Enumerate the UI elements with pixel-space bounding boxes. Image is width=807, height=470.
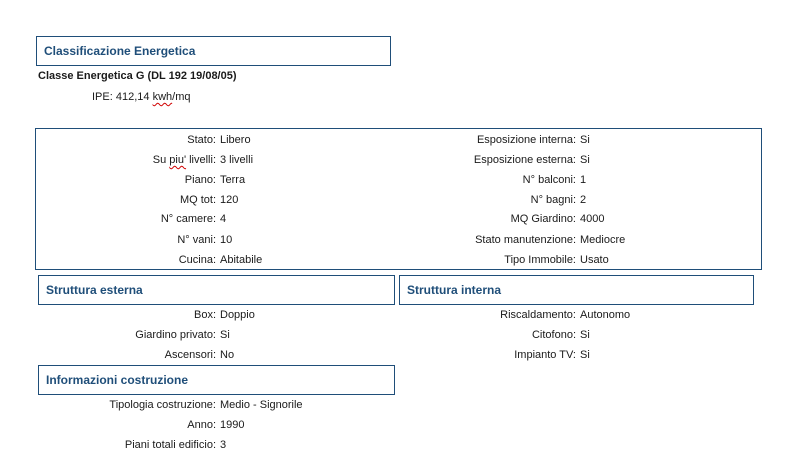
detail-value: Autonomo: [580, 309, 631, 321]
detail-label: N° camere:: [160, 213, 216, 225]
detail-row-tipo-immobile: [400, 254, 609, 268]
detail-value: Medio - Signorile: [220, 399, 303, 411]
ipe-label: IPE:: [92, 91, 113, 103]
internal-structure-title: Struttura interna: [407, 283, 502, 297]
detail-label: N° vani:: [177, 234, 216, 246]
detail-value: Terra: [220, 174, 246, 186]
construction-info-title: Informazioni costruzione: [46, 373, 189, 387]
ipe-line: [92, 91, 190, 103]
detail-value: Doppio: [220, 309, 255, 321]
external-structure-header: [38, 275, 395, 305]
detail-row-camere: [40, 213, 227, 227]
detail-label: Box:: [193, 309, 216, 321]
detail-row-esposizione-esterna: [400, 154, 590, 168]
detail-value: 1990: [220, 419, 245, 431]
ipe-value: 412,14: [115, 91, 150, 103]
detail-label: Piano:: [184, 174, 216, 186]
detail-value: Abitabile: [220, 254, 263, 266]
internal-structure-header: [399, 275, 754, 305]
detail-value: 3 livelli: [220, 154, 254, 166]
detail-label: Citofono:: [531, 329, 576, 341]
detail-label: Cucina:: [178, 254, 216, 266]
detail-value: Mediocre: [580, 234, 626, 246]
detail-label: N° bagni:: [530, 194, 576, 206]
detail-label: N° balconi:: [522, 174, 576, 186]
construction-info-header: [38, 365, 395, 395]
external-structure-title: Struttura esterna: [46, 283, 143, 297]
detail-row-cucina: [40, 254, 263, 268]
detail-label: Esposizione esterna:: [473, 154, 576, 166]
detail-row-stato: [40, 134, 251, 148]
detail-label: Impianto TV:: [514, 349, 576, 361]
detail-value: 4: [220, 213, 227, 225]
detail-value: 10: [220, 234, 233, 246]
detail-label: MQ tot:: [179, 194, 216, 206]
detail-value: Si: [580, 154, 590, 166]
detail-row-vani: [40, 234, 233, 248]
internal-row-riscaldamento: [400, 309, 631, 323]
detail-value: No: [220, 349, 235, 361]
energy-section-title: Classificazione Energetica: [44, 44, 196, 58]
spellcheck-flagged-word: piu': [169, 154, 187, 166]
detail-label: Tipo Immobile:: [504, 254, 576, 266]
detail-row-esposizione-interna: [400, 134, 590, 148]
detail-label: Piani totali edificio:: [124, 439, 216, 451]
construction-row-tipologia: [40, 399, 303, 413]
detail-value: Si: [580, 134, 590, 146]
energy-class-text: Classe Energetica G (DL 192 19/08/05): [38, 70, 237, 82]
detail-row-stato-manutenzione: [400, 234, 626, 248]
ipe-unit-suffix: /mq: [172, 91, 191, 103]
construction-row-anno: [40, 419, 245, 433]
detail-value: 2: [580, 194, 587, 206]
detail-row-balconi: [400, 174, 587, 188]
detail-value: Libero: [220, 134, 251, 146]
detail-label: Stato:: [187, 134, 216, 146]
detail-row-livelli: [40, 154, 254, 168]
detail-row-mq-giardino: [400, 213, 605, 227]
detail-value: 3: [220, 439, 227, 451]
external-row-ascensori: [40, 349, 235, 363]
detail-value: Si: [580, 349, 590, 361]
internal-row-impianto-tv: [400, 349, 590, 363]
detail-value: Usato: [580, 254, 609, 266]
energy-section-header: [36, 36, 391, 66]
detail-label: Ascensori:: [164, 349, 216, 361]
detail-label: Anno:: [187, 419, 216, 431]
detail-label: Su piu' livelli:: [152, 154, 216, 166]
detail-row-bagni: [400, 194, 587, 208]
detail-row-mq-tot: [40, 194, 239, 208]
ipe-unit: kwh: [152, 91, 173, 103]
internal-row-citofono: [400, 329, 590, 343]
external-row-giardino: [40, 329, 230, 343]
construction-row-piani: [40, 439, 227, 453]
detail-label: Riscaldamento:: [500, 309, 576, 321]
external-row-box: [40, 309, 255, 323]
detail-value: 120: [220, 194, 239, 206]
detail-label: Esposizione interna:: [476, 134, 576, 146]
detail-label: MQ Giardino:: [510, 213, 576, 225]
detail-label: Tipologia costruzione:: [109, 399, 216, 411]
detail-value: 1: [580, 174, 587, 186]
detail-value: Si: [220, 329, 230, 341]
detail-value: Si: [580, 329, 590, 341]
detail-label: Giardino privato:: [135, 329, 216, 341]
detail-value: 4000: [580, 213, 605, 225]
detail-row-piano: [40, 174, 246, 188]
detail-label: Stato manutenzione:: [475, 234, 576, 246]
